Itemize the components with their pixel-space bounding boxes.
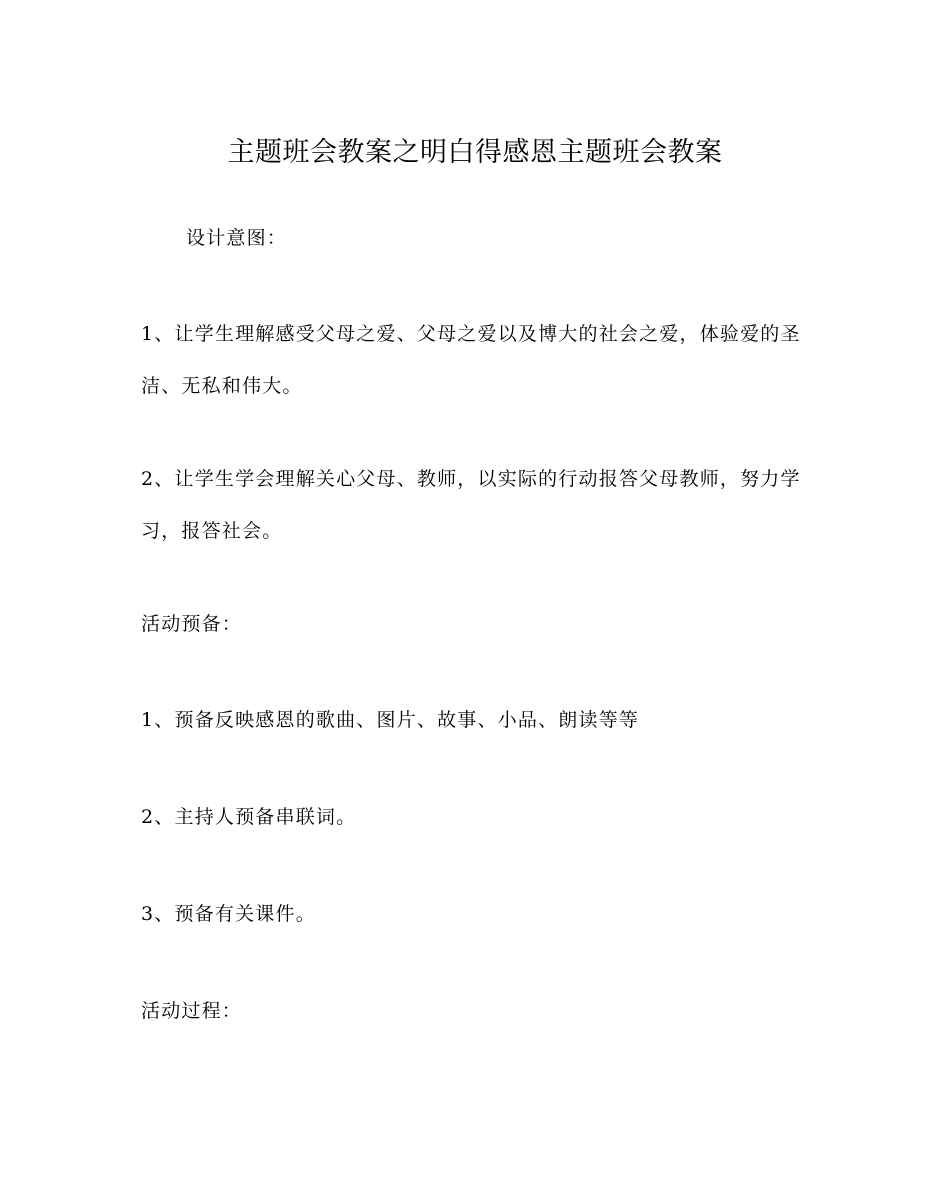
prep-item-1: 1、预备反映感恩的歌曲、图片、故事、小品、朗读等等 — [141, 709, 640, 731]
process-heading: 活动过程： — [141, 1000, 243, 1022]
intent-item-1: 1、让学生理解感受父母之爱、父母之爱以及博大的社会之爱，体验爱的圣洁、无私和伟大。 — [141, 323, 801, 397]
intent-item-2: 2、让学生学会理解关心父母、教师，以实际的行动报答父母教师，努力学习，报答社会。 — [141, 468, 801, 542]
document-title: 主题班会教案之明白得感恩主题班会教案 — [227, 137, 723, 168]
prep-item-3: 3、预备有关课件。 — [141, 903, 316, 925]
prep-heading: 活动预备： — [141, 613, 243, 635]
design-intent-heading: 设计意图： — [186, 227, 288, 249]
prep-item-2: 2、主持人预备串联词。 — [141, 806, 357, 828]
